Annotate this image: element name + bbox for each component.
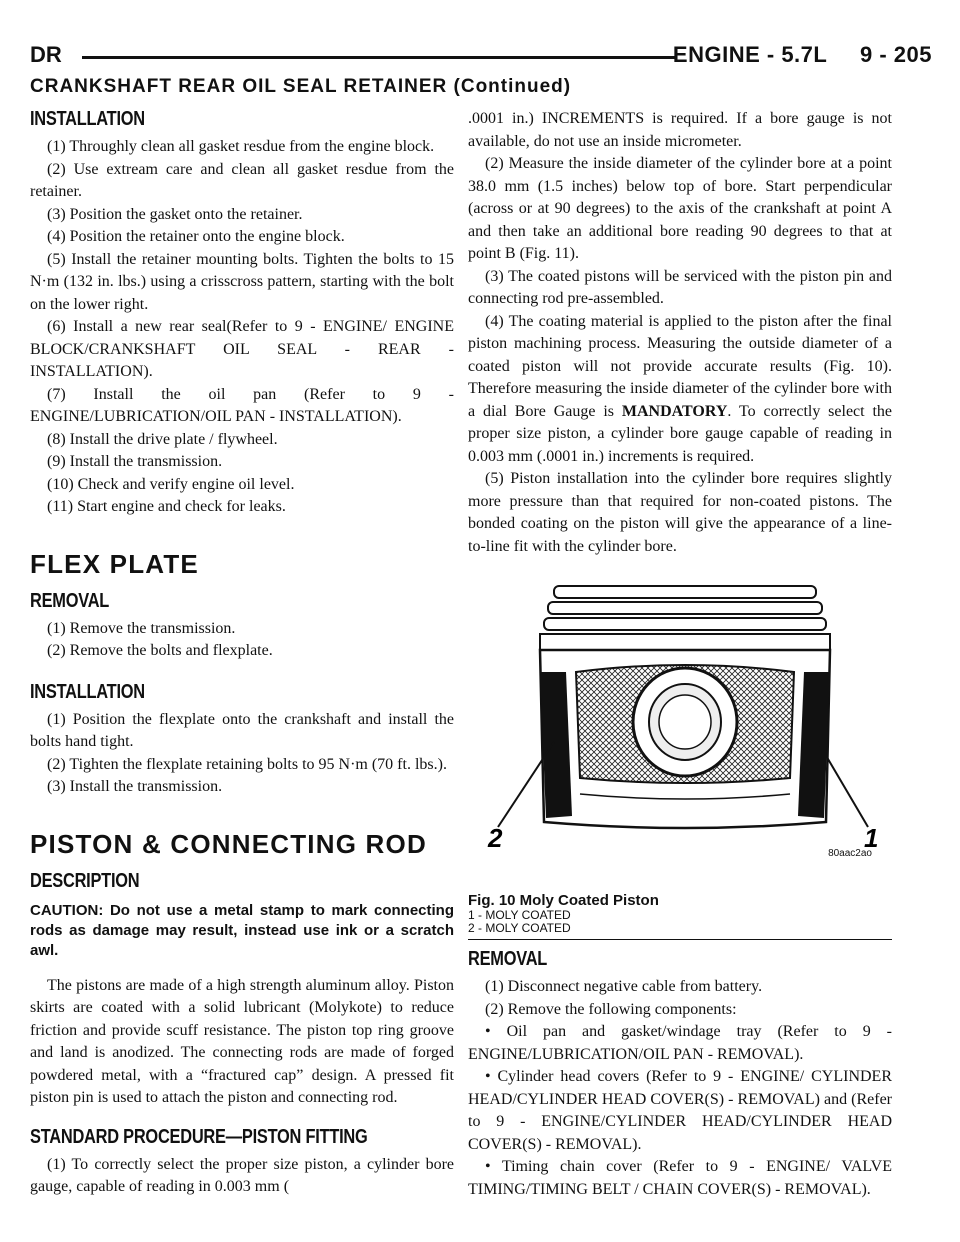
description-paragraph: The pistons are made of a high strength aluminum alloy. Piston skirts are coated with a solid lubricant (Molykote) to reduce friction and provide scuff resistance. The piston top ring groove and land is anodized. The connecting rods are made of forged powdered metal, with a “fractured cap” design. A pressed fit piston pin is used to attach the piston and connecting rod. (30, 976, 454, 1106)
removal-heading-2: REMOVAL (468, 948, 548, 970)
installation-heading-2: INSTALLATION (30, 680, 145, 703)
procedure-step (468, 311, 892, 469)
installation-heading: INSTALLATION (30, 108, 145, 130)
figure-code: 80aac2ao (828, 848, 872, 859)
figure-divider (468, 939, 892, 940)
installation-step: (1) Throughly clean all gasket resdue from the engine block. (47, 138, 435, 155)
removal-step: (2) Remove the following components: (485, 1000, 737, 1018)
header-rule (82, 56, 677, 59)
callout-2: 2 (488, 823, 503, 853)
removal-step: (1) Remove the transmission. (47, 619, 236, 637)
procedure-step: (5) Piston installation into the cylinder bore requires slightly more pressure than that required for non-coated pistons. The bonded coating on the piston will give the appearance of a line-to-line fit with the cylinder bore. (468, 470, 892, 555)
callout-1: 1 (864, 823, 879, 853)
piston-title: PISTON & CONNECTING ROD (30, 828, 427, 859)
flex-plate-title: FLEX PLATE (30, 548, 199, 579)
description-heading: DESCRIPTION (30, 869, 140, 892)
procedure-step: (3) The coated pistons will be serviced with the piston pin and connecting rod pre-assembled. (468, 267, 892, 307)
removal-bullet: • Oil pan and gasket/windage tray (Refer to 9 - ENGINE/LUBRICATION/OIL PAN - REMOVAL). (468, 1023, 892, 1063)
installation-step: (1) Position the flexplate onto the crankshaft and install the bolts hand tight. (30, 710, 454, 750)
installation-step: (3) Install the transmission. (47, 778, 223, 795)
installation-step: (4) Position the retainer onto the engine block. (47, 228, 345, 245)
installation-step: (2) Use extream care and clean all gasket resdue from the retainer. (30, 160, 454, 200)
mandatory-emphasis: MANDATORY (621, 402, 728, 420)
installation-step: (9) Install the transmission. (47, 453, 223, 470)
installation-step: (10) Check and verify engine oil level. (47, 475, 295, 493)
header-section-code: DR (30, 42, 62, 67)
figure-caption: Fig. 10 Moly Coated Piston (468, 892, 659, 909)
installation-step: (6) Install a new rear seal(Refer to 9 - ENGINE/ ENGINE BLOCK/CRANKSHAFT OIL SEAL - REAR - INSTALLATION). (30, 318, 454, 380)
procedure-continuation: .0001 in.) INCREMENTS is required. If a bore gauge is not available, do not use an inside micrometer. (468, 110, 892, 150)
installation-step: (8) Install the drive plate / flywheel. (47, 430, 278, 448)
installation-step: (5) Install the retainer mounting bolts. Tighten the bolts to 15 N·m (132 in. lbs.) using a crisscross pattern, starting with the bolt on the lower right. (30, 250, 454, 313)
installation-step: (2) Tighten the flexplate retaining bolts to 95 N·m (70 ft. lbs.). (47, 755, 447, 773)
procedure-step-text: . To correctly select the proper size piston, a cylinder bore gauge capable of reading in 0.003 mm (.0001 in.) increments is required. (468, 402, 893, 465)
removal-step: (1) Disconnect negative cable from battery. (485, 978, 763, 995)
procedure-step-text: (4) The coating material is applied to the piston after the final piston machining process. Measuring the outside diameter of a coated piston will not provide accurate results (Fig. 10). Therefore measuring the inside diameter of the cylinder bore with a dial Bore Gauge is (468, 312, 892, 420)
removal-heading: REMOVAL (30, 589, 110, 612)
installation-step: (11) Start engine and check for leaks. (47, 498, 286, 515)
figure-legend-item: 2 - MOLY COATED (468, 921, 571, 935)
installation-step: (3) Position the gasket onto the retainer. (47, 205, 303, 223)
continued-title: CRANKSHAFT REAR OIL SEAL RETAINER (Continued) (30, 76, 572, 97)
caution-note: CAUTION: Do not use a metal stamp to mark connecting rods as damage may result, instead use ink or a scratch awl. (30, 901, 454, 959)
header-page-ref: ENGINE - 5.7L 9 - 205 (672, 42, 932, 67)
left-column (30, 108, 454, 1199)
right-column (468, 108, 892, 1201)
procedure-step: (2) Measure the inside diameter of the cylinder bore at a point 38.0 mm (1.5 inches) below top of bore. Start perpendicular (across or at 90 degrees) to the axis of the crankshaft at point A and then take an additional bore reading 90 degrees to that at point B (Fig. 11). (468, 155, 892, 262)
removal-bullet: • Timing chain cover (Refer to 9 - ENGINE/ VALVE TIMING/TIMING BELT / CHAIN COVER(S) - REMOVAL). (468, 1158, 892, 1198)
removal-step: (2) Remove the bolts and flexplate. (47, 642, 273, 659)
standard-procedure-heading: STANDARD PROCEDURE—PISTON FITTING (30, 1125, 368, 1148)
procedure-step: (1) To correctly select the proper size piston, a cylinder bore gauge, capable of reading in 0.003 mm ( (30, 1155, 454, 1195)
page-header (30, 42, 932, 72)
removal-bullet: • Cylinder head covers (Refer to 9 - ENGINE/ CYLINDER HEAD/CYLINDER HEAD COVER(S) - REMOVAL) and (Refer to 9 - ENGINE/CYLINDER HEAD/CYLINDER HEAD COVER(S) - REMOVAL). (468, 1068, 892, 1153)
figure-legend-item: 1 - MOLY COATED (468, 908, 571, 922)
moly-coated-piston-illustration (468, 572, 892, 872)
installation-step: (7) Install the oil pan (Refer to 9 - ENGINE/LUBRICATION/OIL PAN - INSTALLATION). (30, 385, 454, 425)
piston-figure (468, 572, 892, 890)
